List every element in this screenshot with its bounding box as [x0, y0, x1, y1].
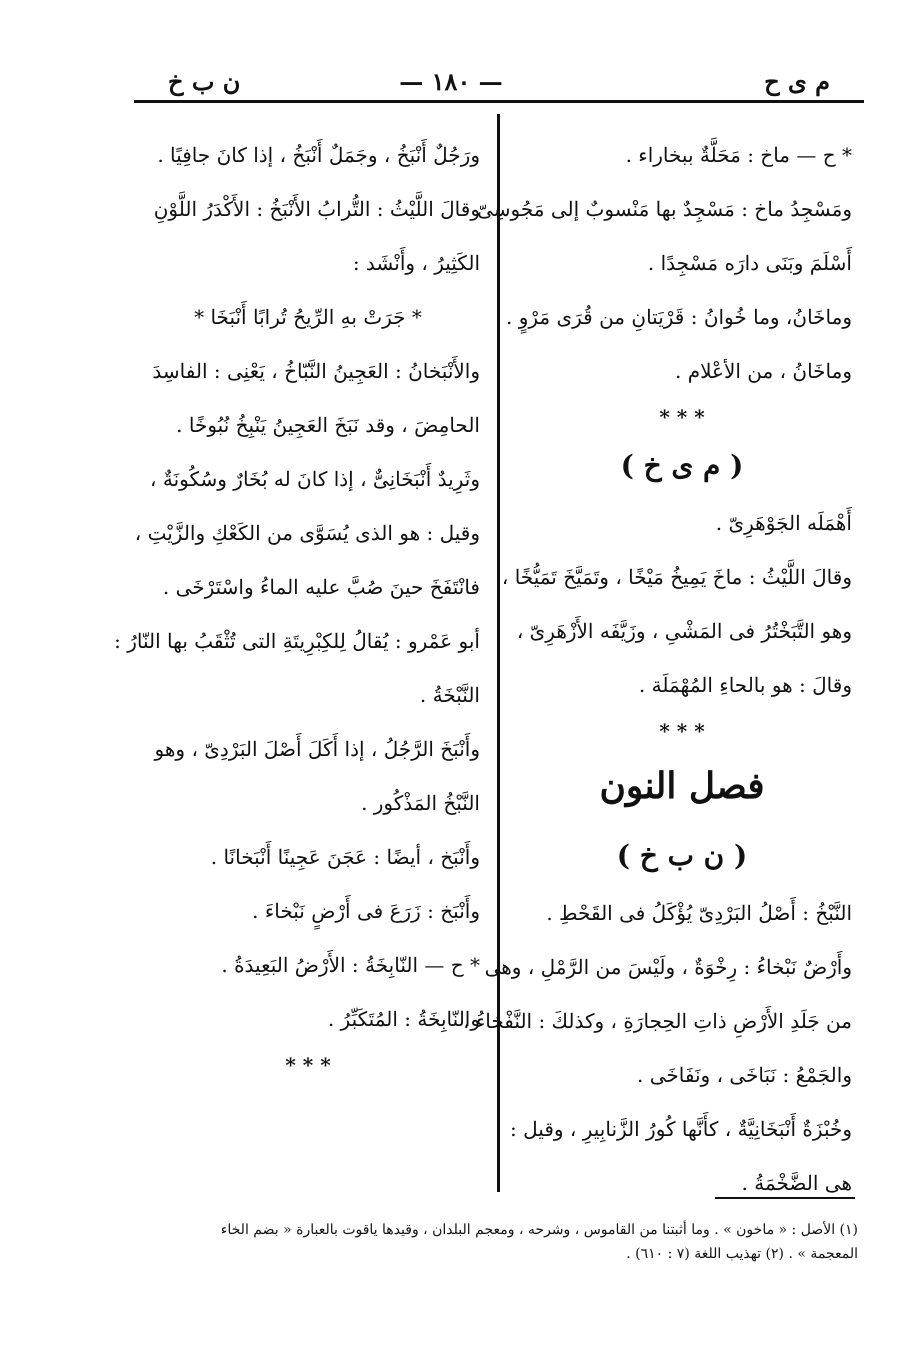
section-separator: * * *: [285, 1053, 331, 1077]
text-line: وخُبْزَةٌ أَنْبَخَانِيَّةٌ ، كأَنَّها كُورُ الزَّنابِيرِ ، وقيل :: [510, 1117, 852, 1141]
text-line: وثَرِيدٌ أَنْبَخَانِىٌّ ، إذا كانَ له بُخَارٌ وسُكُونَةٌ ،: [150, 467, 480, 491]
text-line: وأَنْبَخ ، أيضًا : عَجَنَ عَجِينًا أَنْبَخانًا .: [210, 845, 480, 869]
text-line: * ح — ماخ : مَحَلَّةٌ ببخاراء .: [625, 143, 852, 167]
text-line: من جَلَدِ الأَرْضِ ذاتِ الحِجارَةِ ، وكذلكَ : النَّفْخاءُ ،: [463, 1009, 852, 1033]
text-line: أَهْمَلَه الجَوْهَرِىّ .: [715, 511, 852, 535]
text-line: أبو عَمْرو : يُقالُ لِلكِبْرِيتَةِ التى تُثْقَبُ بها النّارُ :: [114, 629, 480, 653]
section-separator: * * *: [659, 719, 705, 743]
text-line: والأَنْبَخانُ : العَجِينُ النَّبّاخُ ، يَعْنِى : الفاسِدَ: [152, 359, 480, 383]
header-right-root: م ى ح: [764, 67, 830, 96]
text-line: النَّبْخُ المَذْكُور .: [361, 791, 480, 815]
text-line: وقالَ : هو بالحاءِ المُهْمَلَة .: [638, 673, 852, 697]
right-column: [463, 130, 852, 1212]
footnote: (١) الأصل : « ماخون » . وما أثبتنا من القاموس ، وشرحه ، ومعجم البلدان ، وقيدها ياقوت بالعبارة « بضم الخاء: [220, 1222, 858, 1238]
text-line: وماخَانُ، وما خُوانُ : قَرْيَتانِ من قُرَى مَرْوٍ .: [506, 305, 852, 329]
text-line: ومَسْجِدُ ماخ : مَسْجِدٌ بها مَنْسوبٌ إلى مَجُوسِىّ: [477, 197, 852, 221]
section-separator: * * *: [659, 405, 705, 429]
text-line: النَّبْخُ : أَصْلُ البَرْدِىّ يُؤْكَلُ فى القَحْطِ .: [546, 901, 852, 925]
text-line: وقالَ اللَّيْثُ : التُّرابُ الأَنْبَخُ : الأَكْدَرُ اللَّوْنِ: [153, 197, 480, 221]
text-line: أَسْلَمَ وبَنَى دارَه مَسْجِدًا .: [647, 251, 852, 275]
text-line: فانْتَفَخَ حينَ صُبَّ عليه الماءُ واسْتَرْخَى .: [162, 575, 480, 599]
footnote-rule: [715, 1197, 855, 1199]
header-left-root: ن ب خ: [168, 67, 241, 96]
text-line: وأَنْبَخَ الرَّجُلُ ، إذا أَكَلَ أَصْلَ البَرْدِىّ ، وهو: [154, 737, 480, 761]
text-line: وقالَ اللَّيْثُ : ماخَ يَمِيخُ مَيْخًا ، وتَمَيَّخَ تَمَيُّخًا ،: [501, 565, 852, 589]
page-number: — ١٨٠ —: [399, 67, 503, 96]
verse-line: * جَرَتْ بهِ الرِّيحُ تُرابًا أَنْبَخَا *: [194, 305, 422, 329]
text-line: ورَجُلٌ أَنْبَخُ ، وجَمَلٌ أَنْبَخُ ، إذا كانَ جافِيًا .: [157, 143, 480, 167]
text-line: وقيل : هو الذى يُسَوَّى من الكَعْكِ والزَّيْتِ ،: [134, 521, 480, 545]
text-line: الكَثِيرُ ، وأَنْشَد :: [352, 251, 480, 275]
entry-heading: ( م ى خ ): [620, 449, 744, 482]
text-line: والنّابِخَةُ : المُتَكَبِّرُ .: [327, 1007, 480, 1031]
page-header: [0, 55, 902, 105]
left-column: [114, 130, 480, 1082]
footnotes: [134, 1218, 858, 1266]
text-line: وأَنْبَخ : زَرَعَ فى أَرْضٍ نَبْخاءَ .: [252, 899, 480, 923]
text-line: وهو التَّبَخْتُرُ فى المَشْىِ ، وزَيَّفَه الأَزْهَرِىّ ،: [516, 619, 852, 643]
text-line: وماخَانُ ، من الأعْلام .: [674, 359, 852, 383]
entry-heading: ( ن ب خ ): [616, 839, 748, 872]
footnote: المعجمة » . (٢) تهذيب اللغة (٧ : ٦١٠) .: [626, 1246, 858, 1262]
text-line: النَّبْخَةُ .: [419, 683, 480, 707]
text-line: والجَمْعُ : نَبَاخَى ، ونَفَاخَى .: [637, 1063, 852, 1087]
text-line: * ح — النّابِخَةُ : الأَرْضُ البَعِيدَةُ .: [221, 953, 480, 977]
text-line: هى الضَّخْمَةُ .: [741, 1171, 852, 1195]
header-rule: [134, 100, 864, 103]
chapter-title: فصل النون: [599, 765, 765, 807]
text-line: وأَرْضٌ نَبْخاءُ : رِخْوَةٌ ، ولَيْسَ من الرَّمْلِ ، وهى: [484, 955, 852, 979]
text-line: الحامِضَ ، وقد نَبَخَ العَجِينُ يَنْبِخُ نُبُوخًا .: [176, 413, 480, 437]
